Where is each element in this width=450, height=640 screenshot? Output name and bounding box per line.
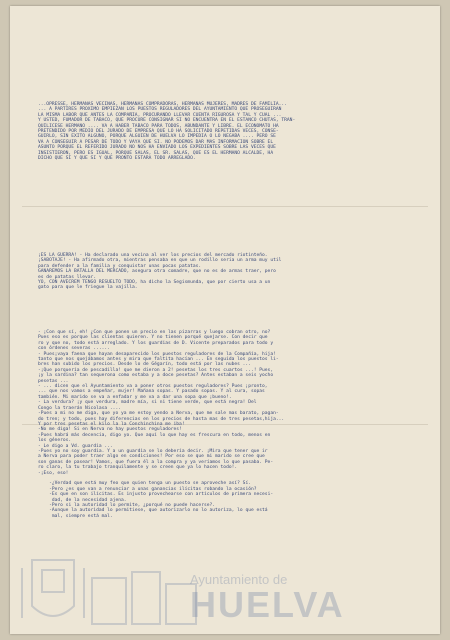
typed-line: -Pero ¿es que van a renunciar a unas ganancias ilícitas robando la ocasión?	[38, 486, 257, 492]
typed-line: -¡Que porquería de pescadilla! que me dieron a 2! pesetas los tres cuartos ...! Pues,	[38, 367, 274, 373]
typed-line: -Pero si la autoridad lo permite, ¿porqué no puede hacerse?.	[38, 503, 216, 508]
document-sheet	[10, 6, 440, 634]
typed-line: ro y que no, todo está arreglado. Y los guardias de D. Vicente preparados para todo y	[38, 340, 274, 346]
typed-line: ¡ES LA GUERRA! - Ha declarado una vecina al ver los precios del mercado riotinteño.	[38, 253, 268, 258]
typed-line: son ganas de pasear! Vamos, que fuera él a la compra y ya veríamos lo que pasaba. Pe-	[38, 459, 274, 465]
typed-line: ro claro, la tu trabajo tranquilamente y se creen que ya lo hacen todo!.	[38, 465, 238, 471]
typed-line: VA A CONSEGUIR A PESAR DE TODO Y VAYA QUE SI. NO PODEMOS DAR MAS INFORMACION SOBRE EL	[38, 139, 274, 145]
typed-line: -Pues yo no soy guardia. Y a un guardia se lo debería decir. ¡Mira que tener que ir	[38, 448, 268, 454]
typed-line: Pues eso es porque las clientas quieren. Y no tienen porqué quejarse. Con decir que	[38, 335, 268, 341]
typed-line: -¡Eso, eso!	[38, 470, 69, 476]
typed-line: con órdenes severas ......	[38, 346, 110, 352]
typed-line: QUILICESE HERMANO .... VA A HABER TABACO PARA TODOS, ABUNDANTE Y LIBRE. EL ECONOMATO HA	[38, 123, 279, 129]
typed-line: do tren; y todo, pues hay diferencias en los precios de hasta mas de tres pesetas,hija...	[38, 416, 285, 422]
typed-line: dad, de la necesidad ajena.	[38, 497, 127, 503]
typed-line: Y por tres pesetas el kilo la la Conchinchina me iba!	[38, 421, 185, 427]
typed-line: ¡SABOTAJE! - Ha afirmado otra, mientras pensaba en que un rodillo seria un arma muy util	[38, 258, 282, 264]
typed-line: también. Mi marido se va a enfadar y me va a dar una sopa que ¡bueno!.	[38, 394, 232, 400]
typed-line: -No me diga! Si en Nerva no hay puestos reguladores!	[38, 427, 182, 433]
typed-line: INSISTIERON, PERO ES IGUAL, PORQUE SALAS, EL SR. SALAS, QUE ES EL HERMANO ALCALDE, HA	[38, 150, 274, 156]
typed-line: GUIRLO, SIN EXITO ALGUNO, PORQUE ALGUIEN DE HUELVA LO IMPEDIA O LO NEGABA .... PERO SE	[38, 134, 276, 140]
typed-line: mal, siempre está mal.	[38, 513, 113, 519]
typed-line: -¿Verdad que está muy feo que quien tenga un puesto se aproveche así? Sí.	[38, 481, 251, 487]
typed-line: pesetas ...	[38, 378, 69, 384]
typed-line: es de patatas llevar.	[38, 274, 97, 280]
watermark-city-text: HUELVA	[190, 584, 345, 625]
typed-line: - ¡Con que sí, eh! ¿Con que ponen un precio en las pizarras y luego cobran otro, no?	[38, 330, 271, 335]
typed-line: - Le digo a Vd. guardia ...	[38, 443, 113, 449]
typed-line: ... que nos vamos a empeñar, mujer! Mañana sopas. Y pasado sopas. Y al cura, sopas	[38, 389, 265, 395]
typed-line: a Nerva para poder traer algo en condiciones! Por eso se que mi marido se cree que	[38, 454, 265, 460]
typed-line: -Pues a mi no me diga, que yo ya me estoy yendo a Nerva, que me sale mas barato, pagan-	[38, 411, 279, 417]
typed-line: para defender a la familia y conquistar unas pocas patatas.	[38, 263, 202, 269]
typed-line: ... A PARTIRES PROXIMO EMPIEZAN LOS PUESTOS REGULADORES DEL AYUNTAMIENTO QUE PROSEGUIRAN	[38, 107, 282, 113]
typed-line: PRETENDIDO POR MEDIO DEL JURADO DE EMPRESA QUE LO HA SOLICITADO REPETIDAS VECES, CONSE-	[38, 129, 279, 135]
typed-paragraph-uppercase	[38, 102, 412, 161]
typed-line: YO, CON AVECREM TENGO RESUELTO TODO, ha dicho la Segismunda, que por cierto usa a un	[38, 280, 271, 286]
typed-line: DICHO QUE SI Y QUE SI Y QUE PRONTO ESTARA TODO ARREGLADO.	[38, 156, 196, 162]
typed-line: - Pues¡vaya faena que hayan desaparecido los puestos reguladores de la Compañía, hija!	[38, 351, 276, 357]
paper-crease	[22, 206, 428, 207]
typed-line: ASUNTO PORQUE EL REFERIDO JURADO NO NOS HA ENVIADO LOS EXPEDIENTES SOBRE LAS VECES QUE	[38, 145, 276, 151]
typed-line: -Aunque la autoridad lo permitiese, que autorizarlo no lo autoriza, lo que está	[38, 508, 268, 514]
municipal-watermark	[190, 572, 345, 623]
typed-line: - ... dicen que el Ayuntamiento va a poner otros puestos reguladores? Pues ¡pronto,	[38, 384, 268, 390]
typed-line: ...OPRESSE, HERMANAS VECINAS, HERMANAS COMPRADORAS, HERMANAS MUJERES, MADRES DE FAMILIA...	[38, 102, 287, 107]
archive-seal-watermark	[14, 548, 204, 632]
typed-line: -Es que en son ilícitas. Es injusto provechearse con artículos de primera necesi-	[38, 492, 274, 498]
typed-line: - La verdura? ¡y que verdura, madre mía, si ni tiene verde, que está negra! Del	[38, 400, 257, 406]
typed-line: Congo la traerán Nicolasa ....	[38, 405, 121, 411]
typed-line: tanto que nos quejábamos antes y mira que faltita hacían ... En seguida los puestos li-	[38, 357, 279, 363]
typed-paragraph-announcements	[38, 253, 412, 291]
typed-line: LA MISMA LABOR QUE ANTES LA COMPAÑIA, PROCURANDO LLEVAR CUENTA RIGUROSA Y TAL Y CUAL ...	[38, 112, 282, 118]
watermark-small-text: Ayuntamiento de	[190, 572, 288, 587]
typed-paragraph-dialogue	[38, 330, 412, 519]
typed-line: bres han subido los precios. Desde lo de Gégarín, todo está por las nubes ...	[38, 362, 251, 368]
typed-line: gato para que le friegue la vajilla.	[38, 285, 138, 291]
typed-line: ¡y la sardina? tan sequerona como estaba y a doce pesetas? Antes estaban a seis yocho	[38, 373, 274, 379]
typed-line: Y USTED, FUMADOR DE TABACO, QUE PROCURE CONSIGNAR SI NO ENCUENTRA EN EL ESTANCO CHUTAS, TRAN-	[38, 118, 296, 124]
typed-line: GANAREMOS LA BATALLA DEL MERCADO, asegura otra comadre, que no es de armas traer, pero	[38, 269, 276, 275]
typed-line: -Pues habrá más decencia, digo yo. Que aquí lo que hay es frescura en todo, menos en	[38, 432, 271, 438]
typed-line: los géneros.	[38, 438, 72, 444]
